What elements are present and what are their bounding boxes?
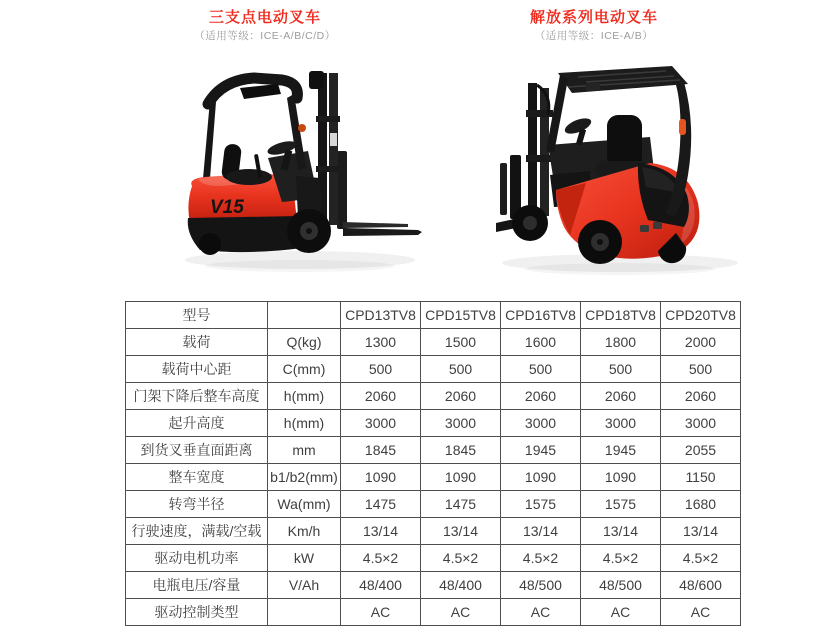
product-title-left: 三支点电动叉车	[208, 9, 321, 26]
spec-value-cell: AC	[501, 599, 581, 626]
spec-value-cell: 500	[501, 356, 581, 383]
spec-value-cell: 4.5×2	[501, 545, 581, 572]
spec-value-cell: 48/600	[661, 572, 741, 599]
spec-value-cell: 1845	[421, 437, 501, 464]
spec-value-cell: 3000	[421, 410, 501, 437]
spec-unit-cell: Q(kg)	[268, 329, 341, 356]
spec-label-cell: 到货叉垂直面距离	[126, 437, 268, 464]
spec-label-cell: 载荷	[126, 329, 268, 356]
seat	[221, 143, 272, 185]
spec-label-cell: 整车宽度	[126, 464, 268, 491]
spec-value-cell: 1475	[341, 491, 421, 518]
spec-value-cell: 4.5×2	[421, 545, 501, 572]
spec-value-cell: 1475	[421, 491, 501, 518]
spec-row	[126, 329, 741, 356]
spec-value-cell: 3000	[581, 410, 661, 437]
spec-value-cell: 1945	[581, 437, 661, 464]
spec-header-model: CPD16TV8	[501, 302, 581, 329]
spec-header-model: CPD20TV8	[661, 302, 741, 329]
spec-value-cell: 1575	[501, 491, 581, 518]
spec-row	[126, 572, 741, 599]
spec-unit-cell: h(mm)	[268, 410, 341, 437]
spec-value-cell: 1945	[501, 437, 581, 464]
spec-value-cell: 2000	[661, 329, 741, 356]
product-header-right	[434, 8, 754, 44]
spec-value-cell: 48/400	[421, 572, 501, 599]
spec-row	[126, 383, 741, 410]
spec-value-cell: 500	[661, 356, 741, 383]
spec-unit-cell: h(mm)	[268, 383, 341, 410]
forklift-photo-left	[150, 58, 430, 288]
spec-value-cell: AC	[341, 599, 421, 626]
spec-value-cell: 13/14	[501, 518, 581, 545]
spec-value-cell: 4.5×2	[341, 545, 421, 572]
spec-table	[125, 301, 741, 626]
spec-value-cell: 48/500	[501, 572, 581, 599]
product-subtitle-right: （适用等级：ICE-A/B）	[534, 30, 654, 42]
spec-label-cell: 起升高度	[126, 410, 268, 437]
spec-value-cell: 1575	[581, 491, 661, 518]
spec-unit-cell: mm	[268, 437, 341, 464]
spec-value-cell: 4.5×2	[661, 545, 741, 572]
spec-value-cell: 2060	[421, 383, 501, 410]
spec-value-cell: 500	[341, 356, 421, 383]
front-left-wheel	[512, 205, 548, 241]
spec-value-cell: 3000	[661, 410, 741, 437]
spec-value-cell: 2055	[661, 437, 741, 464]
spec-value-cell: 2060	[661, 383, 741, 410]
spec-value-cell: 13/14	[581, 518, 661, 545]
spec-value-cell: 13/14	[661, 518, 741, 545]
spec-value-cell: 1090	[341, 464, 421, 491]
spec-unit-cell: V/Ah	[268, 572, 341, 599]
product-title-right: 解放系列电动叉车	[529, 9, 658, 26]
spec-value-cell: 1800	[581, 329, 661, 356]
steering-wheel	[563, 115, 593, 145]
spec-header-model: CPD13TV8	[341, 302, 421, 329]
spec-row	[126, 545, 741, 572]
spec-value-cell: 3000	[501, 410, 581, 437]
spec-unit-cell: Wa(mm)	[268, 491, 341, 518]
spec-value-cell: 1300	[341, 329, 421, 356]
spec-header-unit	[268, 302, 341, 329]
spec-row	[126, 518, 741, 545]
spec-unit-cell	[268, 599, 341, 626]
spec-value-cell: 48/400	[341, 572, 421, 599]
spec-value-cell: AC	[661, 599, 741, 626]
spec-header-model-label: 型号	[126, 302, 268, 329]
chassis-lower	[188, 216, 302, 255]
spec-value-cell: 48/500	[581, 572, 661, 599]
spec-value-cell: 1845	[341, 437, 421, 464]
spec-row	[126, 491, 741, 518]
spec-value-cell: AC	[581, 599, 661, 626]
spec-label-cell: 转弯半径	[126, 491, 268, 518]
model-badge: V15	[210, 197, 244, 218]
front-wheel	[287, 209, 331, 253]
spec-value-cell: 13/14	[421, 518, 501, 545]
spec-value-cell: 1090	[581, 464, 661, 491]
product-subtitle-left: （适用等级：ICE-A/B/C/D）	[194, 30, 336, 42]
spec-label-cell: 驱动控制类型	[126, 599, 268, 626]
spec-label-cell: 电瓶电压/容量	[126, 572, 268, 599]
spec-value-cell: 500	[581, 356, 661, 383]
spec-label-cell: 载荷中心距	[126, 356, 268, 383]
spec-row	[126, 410, 741, 437]
spec-value-cell: 1090	[501, 464, 581, 491]
spec-value-cell: 13/14	[341, 518, 421, 545]
spec-value-cell: 1600	[501, 329, 581, 356]
ground-reflection	[185, 251, 415, 272]
spec-unit-cell: kW	[268, 545, 341, 572]
spec-header-model: CPD18TV8	[581, 302, 661, 329]
spec-value-cell: 1090	[421, 464, 501, 491]
spec-label-cell: 驱动电机功率	[126, 545, 268, 572]
spec-label-cell: 行驶速度，满载/空载	[126, 518, 268, 545]
spec-value-cell: 2060	[341, 383, 421, 410]
spec-row	[126, 599, 741, 626]
spec-value-cell: 2060	[581, 383, 661, 410]
product-header-left	[105, 8, 425, 44]
spec-row	[126, 356, 741, 383]
forks	[337, 151, 422, 236]
spec-value-cell: AC	[421, 599, 501, 626]
spec-value-cell: 2060	[501, 383, 581, 410]
spec-unit-cell: Km/h	[268, 518, 341, 545]
spec-row	[126, 464, 741, 491]
spec-value-cell: 1680	[661, 491, 741, 518]
spec-value-cell: 4.5×2	[581, 545, 661, 572]
forklift-photo-right	[490, 55, 770, 290]
spec-unit-cell: b1/b2(mm)	[268, 464, 341, 491]
spec-unit-cell: C(mm)	[268, 356, 341, 383]
spec-label-cell: 门架下降后整车高度	[126, 383, 268, 410]
spec-value-cell: 3000	[341, 410, 421, 437]
spec-header-row	[126, 302, 741, 329]
spec-row	[126, 437, 741, 464]
spec-value-cell: 1150	[661, 464, 741, 491]
spec-value-cell: 500	[421, 356, 501, 383]
spec-value-cell: 1500	[421, 329, 501, 356]
spec-header-model: CPD15TV8	[421, 302, 501, 329]
